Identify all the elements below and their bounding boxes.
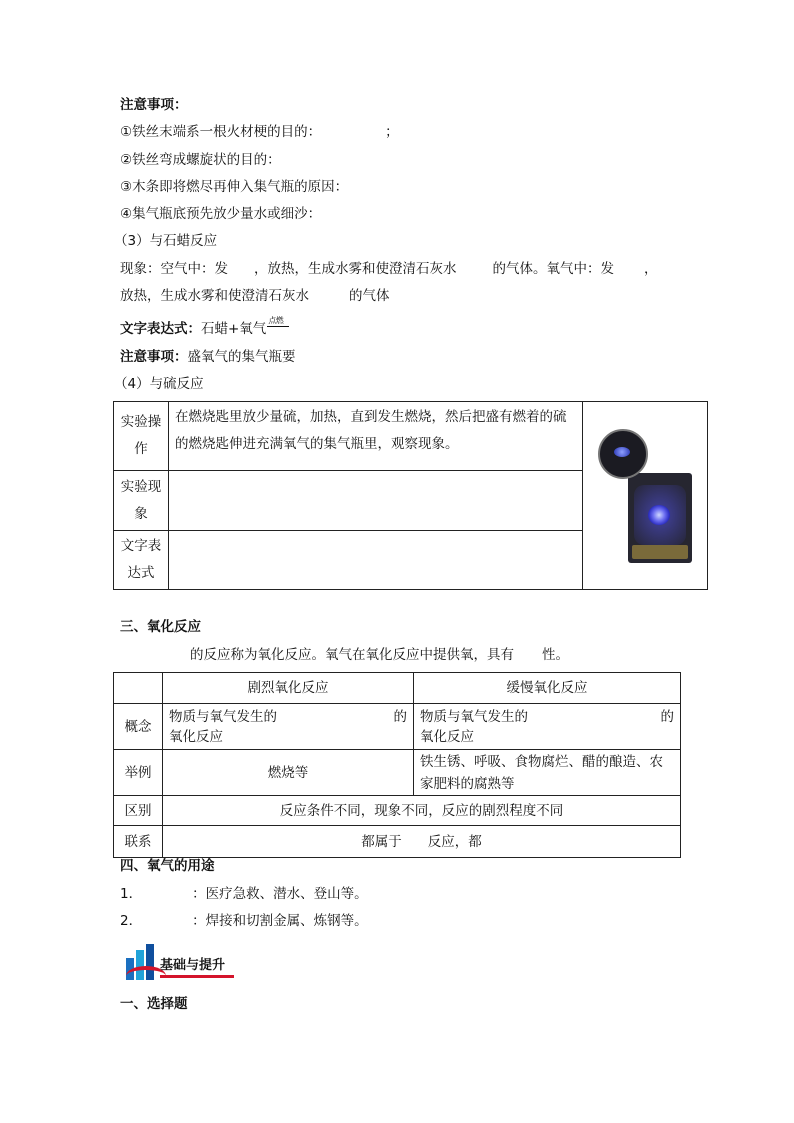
paraffin-phenomenon-line2	[120, 287, 390, 305]
note-item-4: ④集气瓶底预先放少量水或细沙：	[120, 206, 322, 222]
uses-item-2	[120, 912, 368, 930]
note-item-3: ③木条即将燃尽再伸入集气瓶的原因：	[120, 179, 349, 195]
sulfur-experiment-table	[113, 401, 708, 590]
uses-item-1-text: ：医疗急救、潜水、登山等。	[192, 886, 368, 902]
note-item-1-end: ；	[385, 124, 399, 140]
paraffin-note	[120, 348, 296, 366]
paraffin-phenomenon-line1	[120, 260, 658, 278]
jar-water-icon	[632, 545, 688, 559]
difference-text: 反应条件不同，现象不同，反应的剧烈程度不同	[163, 796, 681, 826]
equation-arrow	[266, 316, 289, 338]
link-text	[163, 826, 681, 858]
equation-label: 文字表达式：	[120, 321, 201, 337]
blue-flame-icon	[648, 505, 670, 525]
paraffin-note-label: 注意事项：	[120, 349, 188, 365]
note-item-2: ②铁丝弯成螺旋状的目的：	[120, 152, 281, 168]
phen-1b: ，放热，生成水雾和使澄清石灰水	[254, 261, 457, 277]
row-label-link: 联系	[114, 826, 163, 858]
phen-2a: 放热，生成水雾和使澄清石灰水	[120, 288, 309, 304]
concept-slow	[414, 704, 681, 750]
note-item-1-text: ①铁丝末端系一根火材梗的目的：	[120, 124, 322, 140]
uses-item-2-num: 2．	[120, 913, 143, 929]
sulfur-image-cell	[583, 402, 708, 590]
row-label-example: 举例	[114, 750, 163, 796]
gas-jar-icon	[628, 473, 692, 563]
oxidation-compare-table	[113, 672, 681, 858]
uses-title: 四、氧气的用途	[120, 858, 215, 874]
concept-violent-a: 物质与氧气发生的	[169, 708, 277, 725]
phen-1c: 的气体。氧气中：发	[492, 261, 614, 277]
phen-2b: 的气体	[349, 288, 390, 304]
paraffin-note-text: 盛氧气的集气瓶要	[187, 349, 296, 365]
oxidation-title: 三、氧化反应	[120, 619, 201, 635]
uses-item-1-num: 1．	[120, 886, 143, 902]
phen-1a: 现象：空气中：发	[120, 261, 228, 277]
uses-item-2-text: ：焊接和切割金属、炼钢等。	[192, 913, 368, 929]
sulfur-row-head-1: 实验操作	[114, 402, 169, 471]
oxidation-intro	[190, 646, 569, 664]
sulfur-row-head-3: 文字表达式	[114, 530, 169, 589]
paraffin-equation	[120, 316, 289, 338]
sulfur-title: （4）与硫反应	[114, 376, 204, 392]
concept-slow-b: 的	[660, 708, 674, 725]
concept-violent	[163, 704, 414, 750]
badge-label: 基础与提升	[160, 958, 226, 973]
notes-heading: 注意事项：	[120, 97, 188, 113]
concept-slow-a: 物质与氧气发生的	[420, 708, 528, 725]
uses-item-1	[120, 885, 368, 903]
link-text-a: 都属于	[361, 833, 402, 850]
row-label-difference: 区别	[114, 796, 163, 826]
concept-slow-c: 氧化反应	[420, 728, 474, 745]
oxidation-intro-b: 性。	[542, 647, 569, 663]
spoon-inset-icon	[598, 429, 648, 479]
concept-violent-b: 的	[393, 708, 407, 725]
combustion-spoon-icon	[614, 447, 630, 457]
badge-underline	[160, 975, 234, 978]
concept-violent-c: 氧化反应	[169, 728, 223, 745]
sulfur-row-content-3	[169, 530, 583, 589]
example-violent: 燃烧等	[163, 750, 414, 796]
equation-condition: 点燃	[268, 316, 284, 325]
oxidation-intro-a: 的反应称为氧化反应。氧气在氧化反应中提供氧，具有	[190, 647, 514, 663]
col-header-violent: 剧烈氧化反应	[163, 673, 414, 704]
equation-text: 石蜡+氧气	[201, 321, 267, 337]
row-label-concept: 概念	[114, 704, 163, 750]
paraffin-title: （3）与石蜡反应	[114, 233, 218, 249]
section-badge	[126, 944, 234, 982]
exercise-title: 一、选择题	[120, 996, 188, 1012]
reaction-arrow-icon	[267, 320, 289, 327]
table-corner	[114, 673, 163, 704]
sulfur-row-head-2: 实验现象	[114, 471, 169, 530]
sulfur-row-content-1: 在燃烧匙里放少量硫，加热，直到发生燃烧，然后把盛有燃着的硫的燃烧匙伸进充满氧气的集气瓶里，观察现象。	[169, 402, 583, 471]
sulfur-row-content-2	[169, 471, 583, 530]
note-item-1	[120, 123, 399, 141]
col-header-slow: 缓慢氧化反应	[414, 673, 681, 704]
link-text-b: 反应，都	[427, 833, 482, 850]
burning-sulfur-jar-photo	[598, 429, 692, 563]
example-slow: 铁生锈、呼吸、食物腐烂、醋的酿造、农家肥料的腐熟等	[414, 750, 681, 796]
phen-1d: ，	[644, 261, 658, 277]
